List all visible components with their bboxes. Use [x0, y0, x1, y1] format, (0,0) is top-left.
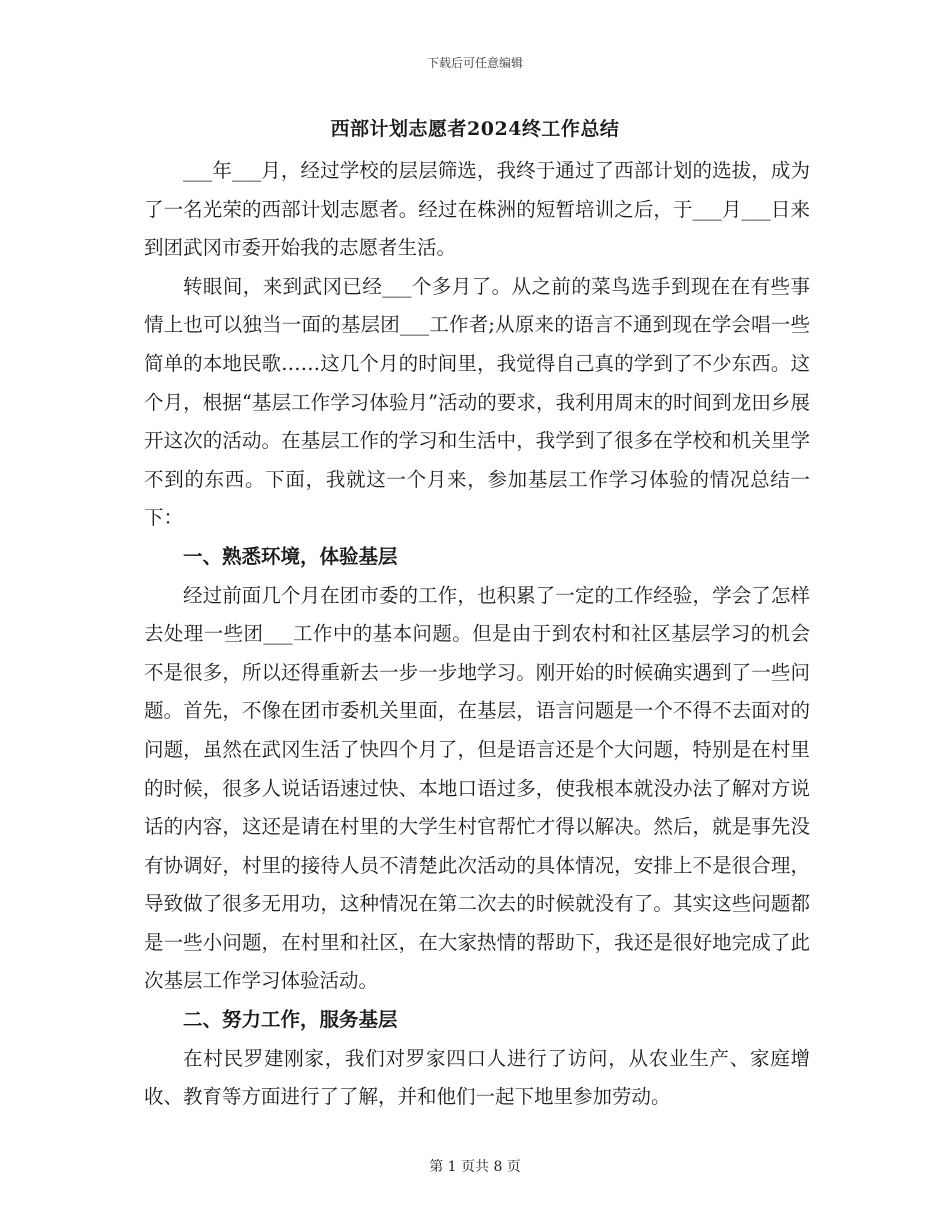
paragraph-section-1: 经过前面几个月在团市委的工作，也积累了一定的工作经验，学会了怎样去处理一些团___工作中的基本问题。但是由于到农村和社区基层学习的机会不是很多，所以还得重新去一步一步地学习。刚开始的时候确实遇到了一些问题。首先，不像在团市委机关里面，在基层，语言问题是一个不得不去面对的问题，虽然在武冈生活了快四个月了，但是语言还是个大问题，特别是在村里的时候，很多人说话语速过快、本地口语过多，使我根本就没办法了解对方说话的内容，这还是请在村里的大学生村官帮忙才得以解决。然后，就是事先没有协调好，村里的接待人员不清楚此次活动的具体情况，安排上不是很合理，导致做了很多无用功，这种情况在第二次去的时候就没有了。其实这些问题都是一些小问题，在村里和社区，在大家热情的帮助下，我还是很好地完成了此次基层工作学习体验活动。 [144, 583, 810, 993]
paragraph-intro: ___年___月，经过学校的层层筛选，我终于通过了西部计划的选拔，成为了一名光荣的西部计划志愿者。经过在株洲的短暂培训之后，于___月___日来到团武冈市委开始我的志愿者生活。 [144, 159, 810, 260]
paragraph-overview: 转眼间，来到武冈已经___个多月了。从之前的菜鸟选手到现在在有些事情上也可以独当一面的基层团___工作者;从原来的语言不通到现在学会唱一些简单的本地民歌……这几个月的时间里，我觉得自己真的学到了不少东西。这个月，根据“基层工作学习体验月”活动的要求，我利用周末的时间到龙田乡展开这次的活动。在基层工作的学习和生活中，我学到了很多在学校和机关里学不到的东西。下面，我就这一个月来，参加基层工作学习体验的情况总结一下： [144, 274, 810, 530]
section-heading-2: 二、努力工作，服务基层 [183, 1008, 398, 1032]
document-title: 西部计划志愿者2024终工作总结 [330, 118, 620, 140]
page-footer: 第 1 页共 8 页 [429, 1159, 521, 1175]
header-note: 下载后可任意编辑 [426, 56, 523, 70]
section-heading-1: 一、熟悉环境，体验基层 [183, 544, 398, 568]
document-body [144, 152, 810, 1117]
paragraph-section-2: 在村民罗建刚家，我们对罗家四口人进行了访问，从农业生产、家庭增收、教育等方面进行了了解，并和他们一起下地里参加劳动。 [144, 1046, 810, 1109]
